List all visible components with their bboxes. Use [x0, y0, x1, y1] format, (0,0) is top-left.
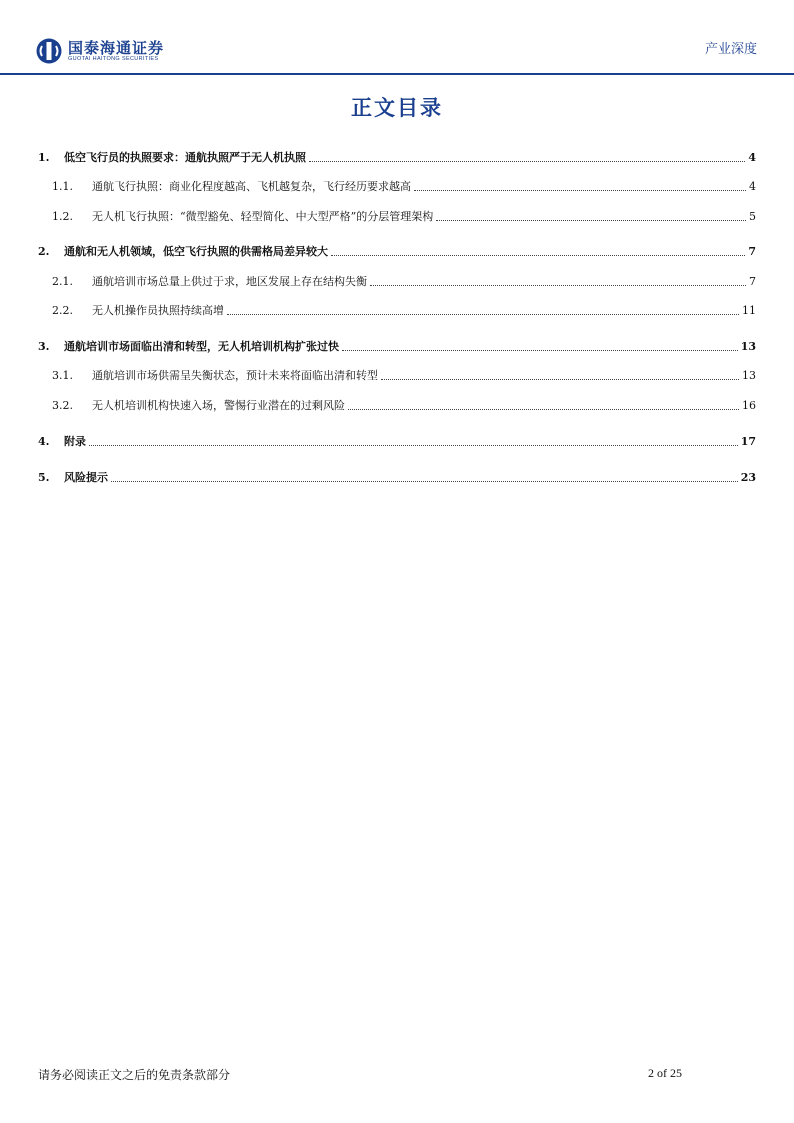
- toc-label: 通航飞行执照：商业化程度越高、飞机越复杂，飞行经历要求越高: [92, 180, 411, 193]
- toc-label: 通航培训市场面临出清和转型，无人机培训机构扩张过快: [64, 340, 339, 353]
- toc-label: 无人机培训机构快速入场，警惕行业潜在的过剩风险: [92, 399, 345, 412]
- toc-page: 11: [742, 304, 756, 317]
- toc-leader: [381, 378, 739, 380]
- toc-leader: [436, 219, 746, 221]
- toc-page: 5: [749, 210, 756, 223]
- toc-label: 附录: [64, 435, 86, 448]
- toc-page: 7: [748, 245, 756, 258]
- toc-label: 低空飞行员的执照要求：通航执照严于无人机执照: [64, 151, 306, 164]
- toc-leader: [414, 189, 746, 191]
- toc-number: 2.1.: [52, 275, 73, 288]
- company-logo: [36, 38, 164, 64]
- toc-leader: [89, 444, 738, 446]
- toc-label: 无人机飞行执照：“微型豁免、轻型简化、中大型严格”的分层管理架构: [92, 210, 434, 223]
- toc-leader: [331, 254, 745, 256]
- toc-number: 3.1.: [52, 369, 73, 382]
- toc-label: 通航和无人机领域，低空飞行执照的供需格局差异较大: [64, 245, 328, 258]
- toc-label: 风险提示: [64, 471, 108, 484]
- toc-entry-2[interactable]: [38, 239, 756, 259]
- toc-leader: [111, 480, 738, 482]
- toc-number: 3.2.: [52, 399, 73, 412]
- toc-entry-3-1[interactable]: [38, 363, 756, 383]
- toc-entry-3[interactable]: [38, 334, 756, 354]
- header-divider: [0, 73, 794, 75]
- toc-page: 13: [740, 340, 756, 353]
- logo-chinese-name: 国泰海通证券: [68, 38, 165, 57]
- toc-page: 4: [748, 151, 756, 164]
- toc-leader: [227, 313, 739, 315]
- toc-label: 通航培训市场总量上供过于求，地区发展上存在结构失衡: [92, 275, 367, 288]
- toc-entry-1-1[interactable]: [38, 174, 756, 194]
- toc-entry-4[interactable]: [38, 429, 756, 449]
- toc-page: 7: [749, 275, 756, 288]
- toc-leader: [348, 408, 739, 410]
- toc-number: 1.1.: [52, 180, 73, 193]
- toc-number: 3.: [38, 340, 50, 353]
- toc-number: 4.: [38, 435, 50, 448]
- report-type-label: 产业深度: [704, 42, 757, 57]
- toc-entry-5[interactable]: [38, 465, 756, 485]
- logo-mark-icon: [36, 38, 62, 64]
- toc-leader: [370, 284, 746, 286]
- toc-page: 13: [742, 369, 756, 382]
- toc-entry-1[interactable]: [38, 145, 756, 165]
- toc-page: 17: [740, 435, 756, 448]
- toc-page: 16: [742, 399, 756, 412]
- toc-leader: [342, 349, 738, 351]
- toc-entry-2-1[interactable]: [38, 269, 756, 289]
- toc-number: 1.: [38, 151, 50, 164]
- toc-number: 2.: [38, 245, 50, 258]
- toc-leader: [309, 160, 745, 162]
- toc-number: 1.2.: [52, 210, 73, 223]
- page-number: 2 of 25: [648, 1066, 682, 1080]
- logo-english-name: GUOTAI HAITONG SECURITIES: [68, 55, 159, 62]
- toc-entry-3-2[interactable]: [38, 393, 756, 413]
- toc-page: 4: [749, 180, 756, 193]
- disclaimer-note: 请务必阅读正文之后的免责条款部分: [38, 1068, 231, 1082]
- toc-number: 2.2.: [52, 304, 73, 317]
- page-title: 正文目录: [351, 96, 443, 120]
- toc-page: 23: [740, 471, 756, 484]
- toc-number: 5.: [38, 471, 50, 484]
- toc-label: 通航培训市场供需呈失衡状态，预计未来将面临出清和转型: [92, 369, 378, 382]
- page-header: [0, 0, 794, 76]
- toc-entry-1-2[interactable]: [38, 204, 756, 224]
- toc-entry-2-2[interactable]: [38, 298, 756, 318]
- toc-label: 无人机操作员执照持续高增: [92, 304, 224, 317]
